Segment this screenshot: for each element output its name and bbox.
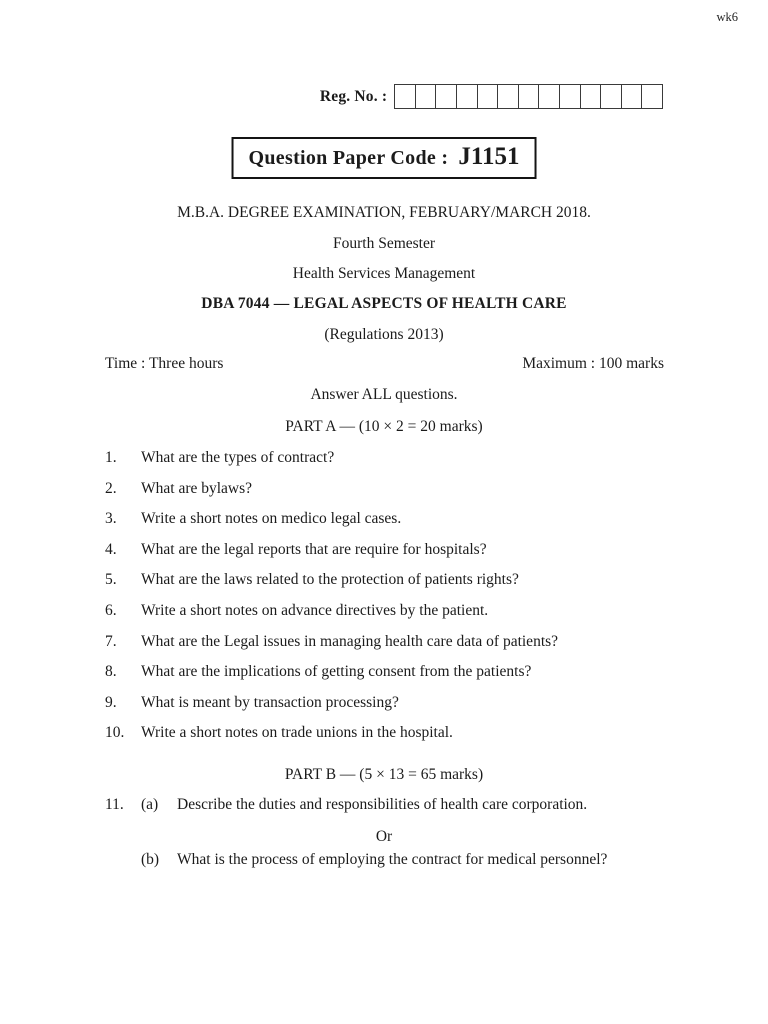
option-label: (a): [141, 796, 159, 813]
question-number: 3.: [105, 510, 117, 528]
question-number: 5.: [105, 571, 117, 589]
question-number: 10.: [105, 724, 125, 742]
time-marks-row: [105, 354, 664, 373]
question-number: 4.: [105, 540, 117, 558]
question-text: What are the types of contract?: [141, 449, 335, 466]
question-number: 11.: [105, 796, 124, 813]
reg-no-grid: [394, 84, 663, 109]
question-row: [141, 850, 708, 869]
reg-no-cell: [457, 85, 478, 108]
question-paper-code-value: J1151: [458, 143, 520, 170]
part-a-heading: PART A — (10 × 2 = 20 marks): [285, 418, 483, 435]
time-allowed: Time : Three hours: [105, 355, 224, 372]
question-text: What are the laws related to the protection of patients rights?: [141, 571, 519, 589]
reg-no-cell: [519, 85, 540, 108]
question-row: [105, 795, 708, 814]
question-number: 8.: [105, 663, 117, 681]
question-row: [105, 540, 690, 571]
question-row: [105, 632, 690, 663]
question-number: 6.: [105, 601, 117, 619]
question-text: What is the process of employing the contract for medical personnel?: [177, 851, 608, 868]
question-row: [105, 509, 690, 540]
maximum-marks: Maximum : 100 marks: [522, 355, 664, 372]
reg-no-cell: [478, 85, 499, 108]
page-watermark: wk6: [716, 10, 738, 24]
or-separator: Or: [375, 828, 393, 845]
question-number: 7.: [105, 632, 117, 650]
question-text: What are the legal reports that are require for hospitals?: [141, 540, 487, 558]
reg-no-cell: [622, 85, 643, 108]
question-row: [105, 662, 690, 693]
question-row: [105, 723, 690, 754]
answer-instruction: Answer ALL questions.: [310, 386, 458, 403]
question-text: What are the implications of getting consent from the patients?: [141, 663, 532, 681]
part-b-heading: PART B — (5 × 13 = 65 marks): [284, 766, 484, 783]
reg-no-cell: [642, 85, 662, 108]
reg-no-cell: [498, 85, 519, 108]
reg-no-cell: [560, 85, 581, 108]
semester-line: Fourth Semester: [332, 235, 436, 252]
reg-no-cell: [581, 85, 602, 108]
programme-line: Health Services Management: [292, 265, 476, 282]
reg-no-cell: [601, 85, 622, 108]
question-row: [105, 570, 690, 601]
reg-no-cell: [436, 85, 457, 108]
question-text: What is meant by transaction processing?: [141, 693, 399, 711]
question-number: 9.: [105, 693, 117, 711]
exam-title: M.B.A. DEGREE EXAMINATION, FEBRUARY/MARCH 2018.: [177, 204, 591, 221]
option-label: (b): [141, 851, 160, 868]
course-title: DBA 7044 — LEGAL ASPECTS OF HEALTH CARE: [201, 295, 567, 312]
question-row: [105, 448, 690, 479]
question-text: Describe the duties and responsibilities of health care corporation.: [177, 796, 588, 813]
question-paper-code-label: Question Paper Code :: [248, 147, 449, 169]
reg-no-label: Reg. No. :: [319, 87, 388, 105]
question-text: What are bylaws?: [141, 479, 253, 497]
reg-no-row: [320, 84, 663, 109]
reg-no-cell: [539, 85, 560, 108]
question-text: Write a short notes on medico legal cases.: [141, 510, 402, 528]
question-number: 1.: [105, 449, 117, 466]
part-a-question-list: [105, 448, 690, 754]
question-row: [105, 479, 690, 510]
question-row: [105, 693, 690, 724]
question-paper-code-box: [232, 137, 537, 179]
question-text: Write a short notes on advance directives by the patient.: [141, 601, 489, 619]
question-text: What are the Legal issues in managing health care data of patients?: [141, 632, 559, 650]
question-text: Write a short notes on trade unions in the hospital.: [141, 724, 453, 742]
reg-no-cell: [416, 85, 437, 108]
question-row: [105, 601, 690, 632]
reg-no-cell: [395, 85, 416, 108]
regulations-line: (Regulations 2013): [324, 326, 444, 343]
question-number: 2.: [105, 479, 117, 497]
